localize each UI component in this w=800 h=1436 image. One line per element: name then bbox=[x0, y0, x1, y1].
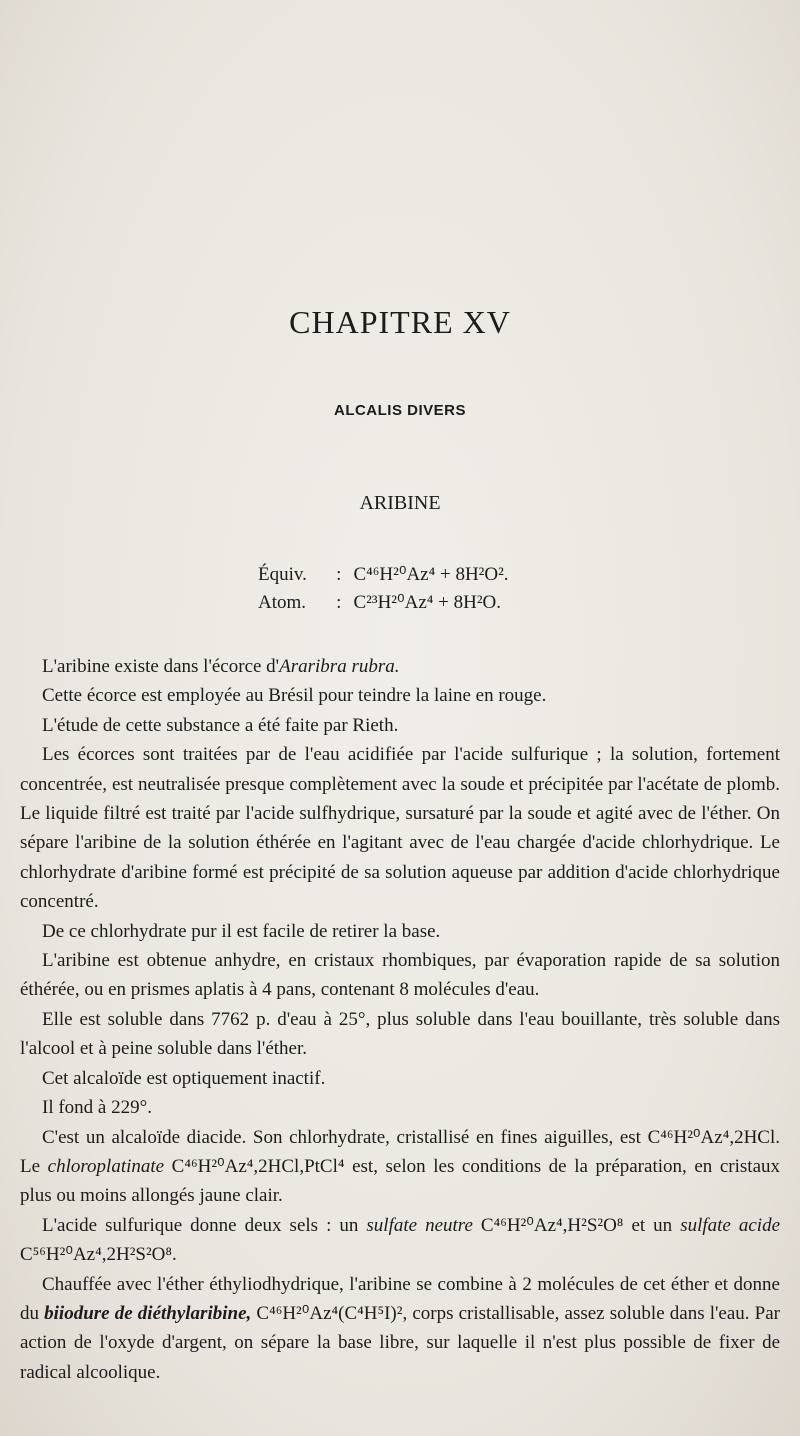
paragraph: Les écorces sont traitées par de l'eau acidifiée par l'acide sulfurique ; la solution, fortement concentrée, est neutralisée presque complètement avec la soude et précipitée par l'acétate de plomb. Le liquide filtré est traité par l'acide sulfhydrique, sursaturé par la soude et agité avec de l'éther. On sépare l'aribine de la solution éthérée en l'agitant avec de l'eau chargée d'acide chlorhydrique. Le chlorhydrate d'aribine formé est précipité de sa solution aqueuse par addition d'acide chlorhydrique concentré. bbox=[20, 744, 780, 913]
formula-colon: : bbox=[336, 564, 342, 585]
compound-name: sulfate neutre bbox=[366, 1214, 473, 1236]
paragraph: De ce chlorhydrate pur il est facile de retirer la base. bbox=[42, 920, 441, 942]
text-run: C⁵⁶H²⁰Az⁴,2H²S²O⁸. bbox=[20, 1244, 177, 1266]
paragraph bbox=[20, 1211, 780, 1270]
compound-name: chloroplatinate bbox=[47, 1155, 165, 1177]
paragraph: L'aribine est obtenue anhydre, en cristaux rhombiques, par évaporation rapide de sa solution éthérée, ou en prismes aplatis à 4 pans, contenant 8 molécules d'eau. bbox=[20, 950, 780, 1001]
text-run: Chauffée avec l'éther éthyliodhydrique, l'aribine se combine à 2 molécules de cet éther et donne du bbox=[20, 1273, 780, 1324]
paragraph: Cet alcaloïde est optiquement inactif. bbox=[42, 1067, 326, 1089]
text-run: L'aribine existe dans l'écorce d' bbox=[42, 656, 280, 677]
formula-atom-label: Atom. bbox=[258, 592, 307, 613]
paragraph: Cette écorce est employée au Brésil pour teindre la laine en rouge. bbox=[42, 685, 547, 707]
body-text bbox=[20, 652, 780, 1387]
text-run: L'acide sulfurique donne deux sels : un bbox=[42, 1214, 367, 1236]
text-run: C⁴⁶H²⁰Az⁴,H²S²O⁸ et un bbox=[472, 1214, 681, 1236]
formula-equiv-value: C⁴⁶H²⁰Az⁴ + 8H²O². bbox=[353, 564, 509, 585]
paragraph: L'étude de cette substance a été faite par Rieth. bbox=[42, 714, 399, 736]
compound-name: sulfate acide bbox=[680, 1214, 781, 1236]
text-run: C'est un alcaloïde diacide. Son chlorhydrate, cristallisé en fines aiguilles, est C⁴⁶H²⁰Az⁴,2HCl. Le bbox=[20, 1126, 780, 1177]
paragraph bbox=[20, 1123, 780, 1211]
text-run: C⁴⁶H²⁰Az⁴(C⁴H⁵I)², corps cristallisable, assez soluble dans l'eau. Par action de l'oxyde d'argent, on sépare la base libre, sur laquelle il n'est plus possible de fixer de radical alcoolique. bbox=[20, 1302, 780, 1383]
section-title: ARIBINE bbox=[359, 492, 441, 514]
formula-atom-value: C²³H²⁰Az⁴ + 8H²O. bbox=[353, 592, 501, 613]
formula-equiv bbox=[258, 563, 509, 586]
paragraph: Il fond à 229°. bbox=[42, 1097, 152, 1119]
text-run: C⁴⁶H²⁰Az⁴,2HCl,PtCl⁴ est, selon les conditions de la préparation, en cristaux plus ou moins allongés jaune clair. bbox=[20, 1155, 781, 1207]
formula-colon: : bbox=[336, 592, 342, 613]
formula-equiv-label: Équiv. bbox=[258, 564, 307, 585]
formula-atom bbox=[258, 591, 501, 614]
paragraph bbox=[20, 1270, 780, 1388]
species-name: Araribra rubra. bbox=[279, 656, 400, 677]
chapter-subtitle: ALCALIS DIVERS bbox=[333, 402, 466, 419]
chapter-title: CHAPITRE XV bbox=[289, 304, 511, 340]
paragraph bbox=[20, 652, 780, 681]
compound-name: biiodure de diéthylaribine, bbox=[44, 1302, 252, 1324]
paragraph: Elle est soluble dans 7762 p. d'eau à 25°, plus soluble dans l'eau bouillante, très soluble dans l'alcool et à peine soluble dans l'éther. bbox=[20, 1008, 780, 1060]
